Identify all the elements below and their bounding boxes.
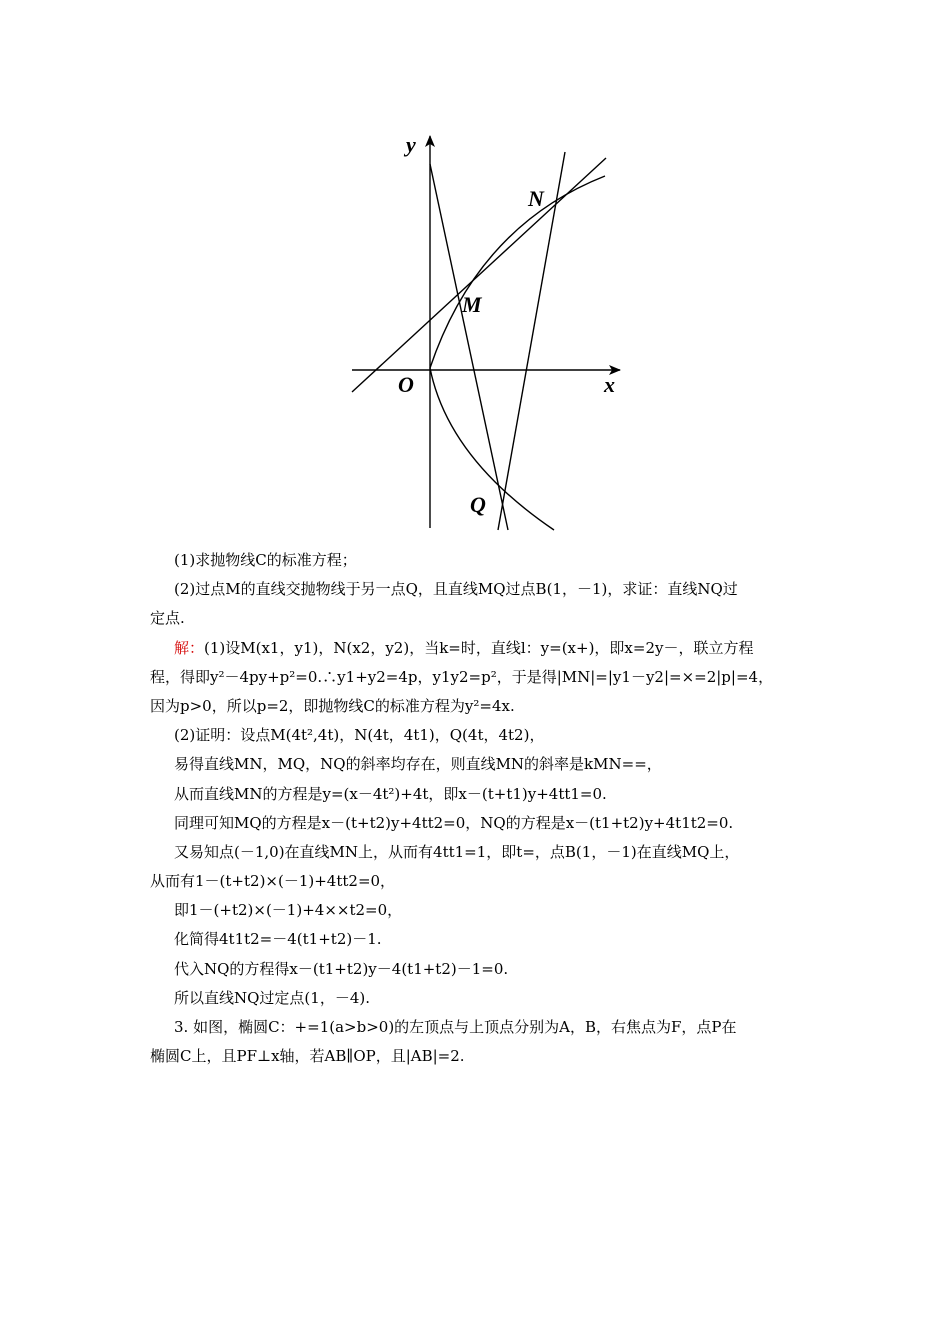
text-line: 所以直线NQ过定点(1，－4). <box>174 988 370 1007</box>
label-origin: O <box>398 372 414 397</box>
solution-text <box>150 546 810 1071</box>
question-part-2: (2)过点M的直线交抛物线于另一点Q，且直线MQ过点B(1，－1)，求证：直线NQ过 <box>174 580 738 599</box>
text-line: 即1－(+t2)×(－1)+4××t2=0， <box>174 901 403 920</box>
question-part-2-cont: 定点. <box>150 609 185 628</box>
solution-line-text: (1)设M(x1，y1)，N(x2，y2)，当k=时，直线l：y=(x+)，即x=2y－，联立方程 <box>204 638 754 657</box>
label-x: x <box>604 372 615 397</box>
text-line: 又易知点(－1,0)在直线MN上，从而有4tt1=1，即t=，点B(1，－1)在直线MQ上， <box>174 842 740 861</box>
text-line: 化简得4t1t2=－4(t1+t2)－1. <box>174 930 382 949</box>
solution-label: 解： <box>174 638 205 657</box>
parabola-curve <box>430 176 605 530</box>
question-3-cont: 椭圆C上，且PF⊥x轴，若AB∥OP，且|AB|=2. <box>150 1047 465 1066</box>
text-line: 易得直线MN，MQ，NQ的斜率均存在，则直线MN的斜率是kMN==， <box>174 755 662 774</box>
parabola-figure <box>340 128 630 538</box>
text-line: 程，得即y²－4py+p²=0.∴y1+y2=4p，y1y2=p²，于是得|MN|=|y1－y2|=×=2|p|=4， <box>150 667 774 686</box>
text-line: 因为p>0，所以p=2，即抛物线C的标准方程为y²=4x. <box>150 696 515 715</box>
label-y: y <box>406 132 416 157</box>
label-m: M <box>462 292 482 317</box>
text-line: 从而有1－(t+t2)×(－1)+4tt2=0， <box>150 872 396 891</box>
line-mn <box>352 158 606 392</box>
label-q: Q <box>470 492 486 517</box>
line-mq <box>430 164 508 530</box>
text-line: 代入NQ的方程得x－(t1+t2)y－4(t1+t2)－1=0. <box>174 959 509 978</box>
label-n: N <box>528 186 544 211</box>
question-part-1: (1)求抛物线C的标准方程； <box>174 551 357 569</box>
text-line: 从而直线MN的方程是y=(x－4t²)+4t，即x－(t+t1)y+4tt1=0. <box>174 784 607 803</box>
solution-line <box>150 634 810 663</box>
text-line: (2)证明：设点M(4t²,4t)，N(4t，4t1)，Q(4t，4t2)， <box>174 726 545 745</box>
text-line: 同理可知MQ的方程是x－(t+t2)y+4tt2=0，NQ的方程是x－(t1+t2)y+4t1t2=0. <box>174 813 734 832</box>
question-3: 3. 如图，椭圆C：+=1(a>b>0)的左顶点与上顶点分别为A，B，右焦点为F，点P在 <box>174 1018 737 1036</box>
